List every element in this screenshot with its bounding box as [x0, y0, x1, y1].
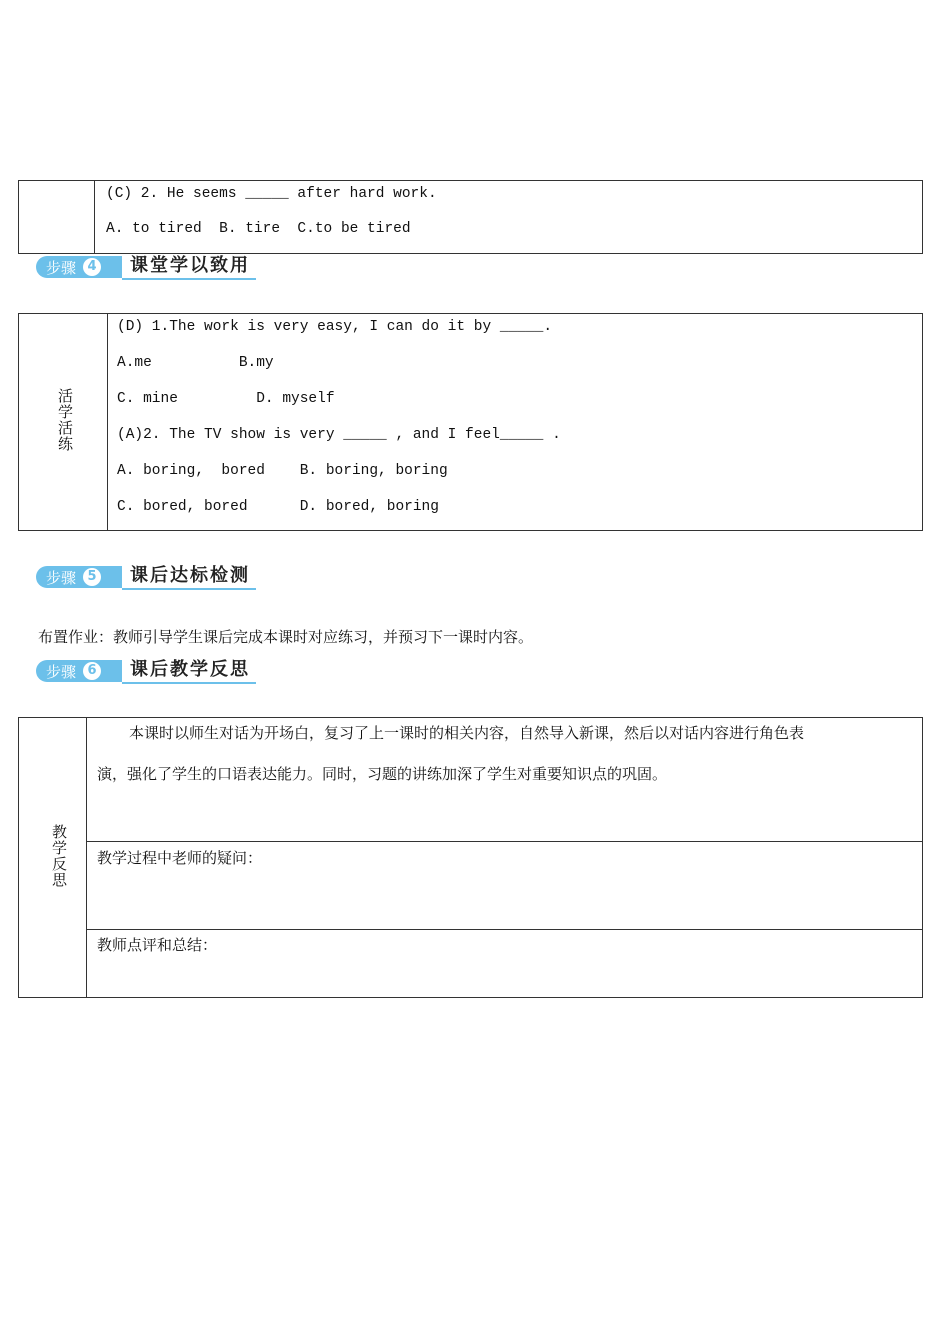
step-title: 课后达标检测 [122, 564, 256, 590]
step-label: 步骤 [46, 258, 77, 277]
column-divider [107, 314, 108, 530]
exercise-line: (A)2. The TV show is very _____ , and I feel_____ . [117, 427, 561, 443]
question-line: (C) 2. He seems _____ after hard work. [106, 186, 437, 202]
side-label: 活学活练 [56, 388, 74, 452]
exercise-line: C. mine D. myself [117, 391, 335, 407]
step-number: 4 [83, 258, 101, 276]
reflection-text: 演，强化了学生的口语表达能力。同时，习题的讲练加深了学生对重要知识点的巩固。 [97, 765, 668, 783]
answer-options-line: A. to tired B. tire C.to be tired [106, 221, 411, 237]
step-5-header [36, 564, 256, 590]
step-number: 5 [83, 568, 101, 586]
row-divider [86, 929, 922, 930]
column-divider [94, 181, 95, 253]
step-title: 课堂学以致用 [122, 254, 256, 280]
step-pill [36, 660, 122, 682]
side-label: 教学反思 [50, 824, 68, 888]
step-pill [36, 256, 122, 278]
step-number: 6 [83, 662, 101, 680]
homework-text: 布置作业：教师引导学生课后完成本课时对应练习，并预习下一课时内容。 [38, 628, 534, 646]
teacher-summary-label: 教师点评和总结： [97, 936, 218, 954]
practice-table [18, 313, 923, 531]
column-divider [86, 718, 87, 997]
step-pill [36, 566, 122, 588]
exercise-line: (D) 1.The work is very easy, I can do it by _____. [117, 319, 553, 335]
exercise-line: A.me B.my [117, 355, 274, 371]
step-6-header [36, 658, 256, 684]
row-divider [86, 841, 922, 842]
exercise-line: C. bored, bored D. bored, boring [117, 499, 439, 515]
exercise-line: A. boring, bored B. boring, boring [117, 463, 448, 479]
reflection-text: 本课时以师生对话为开场白，复习了上一课时的相关内容，自然导入新课，然后以对话内容进行角色表 [129, 724, 805, 742]
step-title: 课后教学反思 [122, 658, 256, 684]
step-label: 步骤 [46, 568, 77, 587]
teacher-questions-label: 教学过程中老师的疑问： [97, 849, 263, 867]
step-4-header [36, 254, 256, 280]
step-label: 步骤 [46, 662, 77, 681]
exercise-table-continued [18, 180, 923, 254]
reflection-table [18, 717, 923, 998]
